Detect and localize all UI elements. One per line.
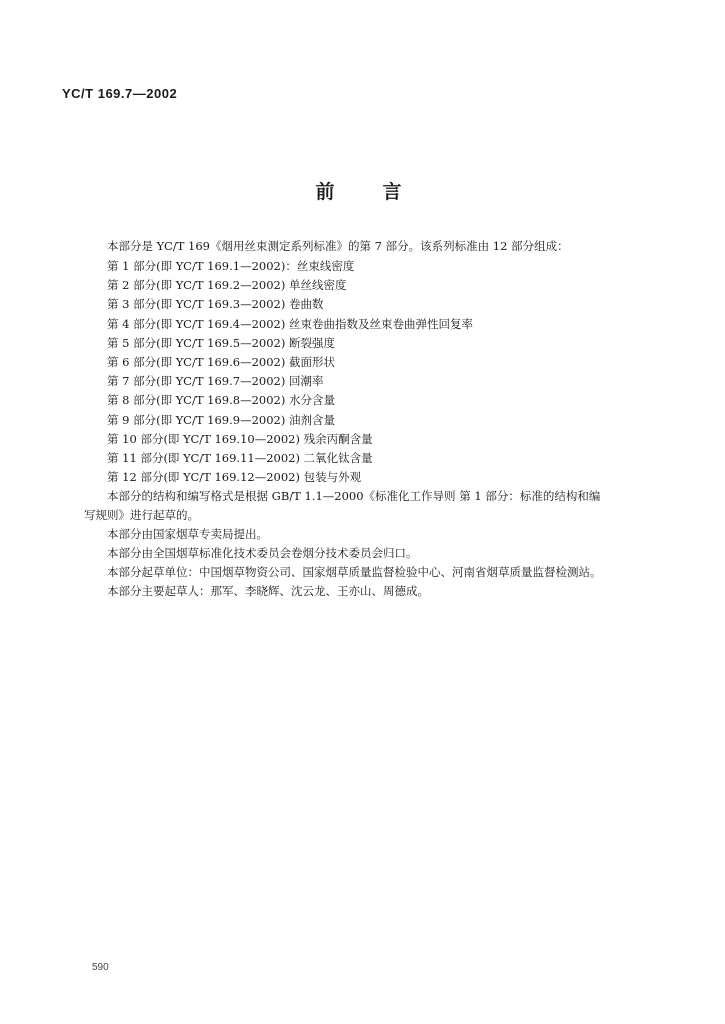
standard-code: YC/T 169.7—2002 — [62, 86, 178, 101]
list-item: 第 7 部分(即 YC/T 169.7—2002) 回潮率 — [107, 374, 324, 389]
page-title: 前言 — [315, 181, 450, 203]
parts-list — [107, 257, 473, 487]
drafters-paragraph: 本部分主要起草人：那军、李晓辉、沈云龙、王亦山、周德成。 — [107, 584, 429, 598]
list-item: 第 2 部分(即 YC/T 169.2—2002) 单丝线密度 — [107, 278, 347, 293]
structure-paragraph-line2: 写规则》进行起草的。 — [84, 508, 199, 522]
list-item: 第 4 部分(即 YC/T 169.4—2002) 丝束卷曲指数及丝束卷曲弹性回复率 — [107, 316, 473, 331]
list-item: 第 8 部分(即 YC/T 169.8—2002) 水分含量 — [107, 393, 335, 408]
list-item: 第 3 部分(即 YC/T 169.3—2002) 卷曲数 — [107, 297, 324, 312]
intro-paragraph: 本部分是 YC/T 169《烟用丝束测定系列标准》的第 7 部分。该系列标准由 12 部分组成： — [107, 239, 569, 253]
centralized-by-paragraph: 本部分由全国烟草标准化技术委员会卷烟分技术委员会归口。 — [107, 546, 418, 560]
drafting-units-paragraph: 本部分起草单位：中国烟草物资公司、国家烟草质量监督检验中心、河南省烟草质量监督检测站。 — [107, 565, 602, 579]
proposed-by-paragraph: 本部分由国家烟草专卖局提出。 — [107, 527, 268, 541]
list-item: 第 12 部分(即 YC/T 169.12—2002) 包装与外观 — [107, 470, 362, 485]
list-item: 第 10 部分(即 YC/T 169.10—2002) 残余丙酮含量 — [107, 431, 373, 446]
list-item: 第 6 部分(即 YC/T 169.6—2002) 截面形状 — [107, 354, 335, 369]
structure-paragraph-line1: 本部分的结构和编写格式是根据 GB/T 1.1—2000《标准化工作导则 第 1 部分：标准的结构和编 — [107, 489, 601, 503]
list-item: 第 11 部分(即 YC/T 169.11—2002) 二氧化钛含量 — [107, 450, 373, 465]
page-number: 590 — [92, 962, 109, 973]
list-item: 第 9 部分(即 YC/T 169.9—2002) 油剂含量 — [107, 412, 335, 427]
list-item: 第 1 部分(即 YC/T 169.1—2002)：丝束线密度 — [107, 259, 355, 273]
list-item: 第 5 部分(即 YC/T 169.5—2002) 断裂强度 — [107, 335, 335, 350]
